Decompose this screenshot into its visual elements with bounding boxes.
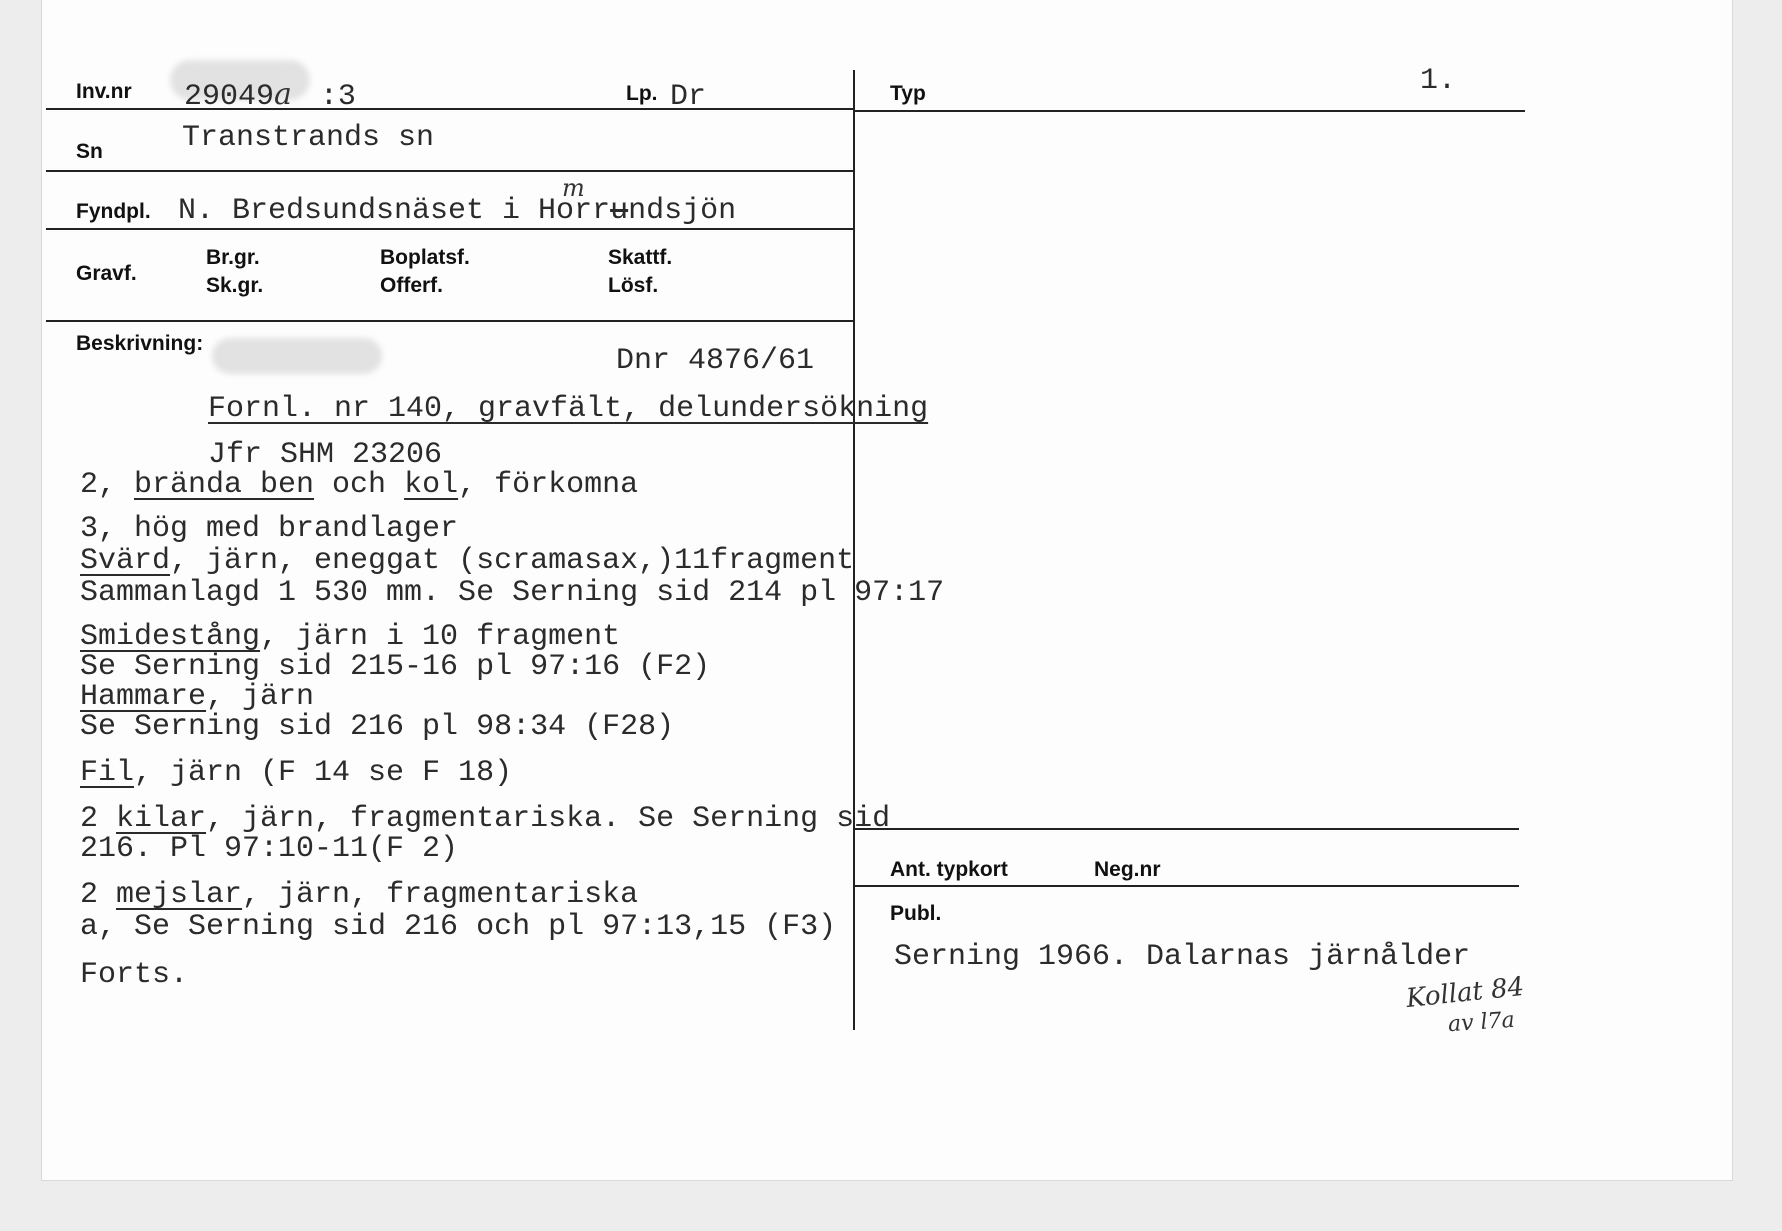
label-neg-nr: Neg.nr xyxy=(1094,858,1161,881)
description-text: 216. Pl 97:10-11(F 2) xyxy=(80,832,459,866)
description-text: Forts. xyxy=(80,958,189,992)
label-inv-nr: Inv.nr xyxy=(76,80,132,103)
rule-fyndpl xyxy=(46,228,854,230)
description-text: a, Se Serning sid 216 och pl 97:13,15 (F3) xyxy=(80,910,837,944)
description-line xyxy=(80,912,836,942)
label-publ: Publ. xyxy=(890,902,942,925)
description-line xyxy=(80,546,854,576)
label-sk-gr: Sk.gr. xyxy=(206,274,264,297)
rule-sn xyxy=(46,170,854,172)
description-line xyxy=(80,834,458,864)
description-item-name: kol xyxy=(404,468,459,502)
description-item-name: kilar xyxy=(116,802,207,836)
description-text: , järn, eneggat (scramasax,)11fragment xyxy=(170,544,855,578)
handwritten-note-kollat: Kollat 84 xyxy=(1404,971,1526,1015)
label-sn: Sn xyxy=(76,140,103,163)
description-text: , järn, fragmentariska. Se Serning sid xyxy=(206,802,891,836)
label-gravf: Gravf. xyxy=(76,262,137,285)
rule-typ xyxy=(855,110,1525,112)
dnr-value: Dnr 4876/61 xyxy=(616,344,815,378)
sn-value: Transtrands sn xyxy=(182,121,435,155)
description-text: , järn, fragmentariska xyxy=(242,878,639,912)
description-line xyxy=(80,652,710,682)
description-text: 2 xyxy=(80,802,117,836)
label-boplatsf: Boplatsf. xyxy=(380,246,470,269)
rule-gravf xyxy=(46,320,854,322)
description-item-name: Hammare xyxy=(80,680,207,714)
description-line xyxy=(80,470,638,500)
description-line xyxy=(80,880,638,910)
description-line xyxy=(80,622,620,652)
fyndpl-text-b: ndsjön xyxy=(628,194,737,228)
description-item-name: mejslar xyxy=(116,878,243,912)
description-item-name: Svärd xyxy=(80,544,171,578)
description-item-name: Fil xyxy=(80,756,135,790)
description-line xyxy=(80,960,188,990)
label-typ: Typ xyxy=(890,82,926,105)
label-skattf: Skattf. xyxy=(608,246,673,269)
card-number: 1. xyxy=(1420,64,1457,98)
fyndpl-correction: m xyxy=(562,174,585,202)
description-text: , järn xyxy=(206,680,315,714)
label-ant-typkort: Ant. typkort xyxy=(890,858,1008,881)
erasure-smudge-desc xyxy=(212,338,382,374)
description-text: och xyxy=(314,468,405,502)
description-line xyxy=(80,712,674,742)
description-line xyxy=(80,514,458,544)
inv-nr-value xyxy=(184,77,356,114)
description-line xyxy=(80,578,944,608)
description-item-name: brända ben xyxy=(134,468,315,502)
label-fyndpl: Fyndpl. xyxy=(76,200,151,223)
description-text: Se Serning sid 216 pl 98:34 (F28) xyxy=(80,710,675,744)
handwritten-note-av: av l7a xyxy=(1447,1007,1516,1038)
label-lp: Lp. xyxy=(626,82,658,105)
description-item-name: Smidestång xyxy=(80,620,261,654)
rule-publ xyxy=(855,885,1519,887)
description-line xyxy=(80,758,512,788)
description-text: Sammanlagd 1 530 mm. Se Serning sid 214 pl 97:17 xyxy=(80,576,945,610)
jfr-value: Jfr SHM 23206 xyxy=(208,438,443,472)
fyndpl-value xyxy=(178,196,736,226)
label-beskrivning: Beskrivning: xyxy=(76,332,204,355)
inv-nr-number: 29049 xyxy=(184,80,275,114)
rule-invnr xyxy=(46,108,854,110)
description-text: Se Serning sid 215-16 pl 97:16 (F2) xyxy=(80,650,711,684)
inv-nr-suffix: a xyxy=(274,77,292,112)
inv-nr-sub: :3 xyxy=(319,80,356,114)
fyndpl-text-a: N. Bredsundsnäset i Horr xyxy=(178,194,611,228)
label-offerf: Offerf. xyxy=(380,274,443,297)
label-br-gr: Br.gr. xyxy=(206,246,260,269)
description-text: , järn i 10 fragment xyxy=(260,620,621,654)
fyndpl-struck-letter: u xyxy=(610,194,629,228)
publ-value: Serning 1966. Dalarnas järnålder xyxy=(894,940,1471,974)
fornl-value: Fornl. nr 140, gravfält, delundersökning xyxy=(208,392,929,426)
label-losf: Lösf. xyxy=(608,274,659,297)
description-text: 2, xyxy=(80,468,135,502)
description-text: , järn (F 14 se F 18) xyxy=(134,756,513,790)
description-line xyxy=(80,804,890,834)
description-line xyxy=(80,682,314,712)
description-text: 2 xyxy=(80,878,117,912)
description-text: 3, hög med brandlager xyxy=(80,512,459,546)
rule-ant-typkort xyxy=(855,828,1519,830)
lp-value: Dr xyxy=(670,80,707,114)
description-text: , förkomna xyxy=(458,468,639,502)
catalog-card xyxy=(42,0,1732,1180)
